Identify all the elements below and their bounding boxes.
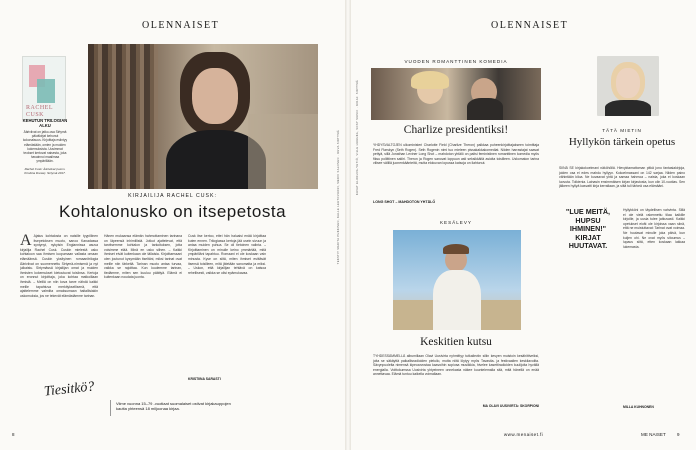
fantasy-column-2: Hyllykköni on täydellisen vahvinta. Sillä ei ole vielä rakennettu tilaa kaikille kirjoille, ja uusia tulee jatkuvasti. Kaikki opetukset eivät ole kirjoissa vaan siinä, että ne muistuttavat: Tarinat ovat voimaa. Ne huutavat minulle joka päivä, kun kuljen ohi. Ne ovat myös sitoumus – lupaus siitä, etten koskaan lakkaa lukemasta. [623, 208, 685, 249]
book-caption-title: KEHUTUN TRILOGIAN ALKU [22, 118, 68, 128]
section-header: OLENNAISET [142, 20, 220, 31]
album-kicker: KESÄLEVY [439, 220, 472, 225]
album-credit: MA OLAVI UUSIVIRTA: SKORPIONI [482, 404, 539, 408]
cover-author: RACHEL CUSK [26, 105, 53, 118]
columnist-shirt [605, 100, 651, 116]
did-you-know-text: Viime vuonna 15–79 -vuotiaat suomalaiset ostivat kirjakauppojen kautta yhteensä 18 miljoonaa kirjaa. [116, 401, 231, 412]
page-number-right: 9 [677, 432, 680, 437]
cover-art-teal [37, 79, 55, 103]
book-caption-body: Ääriviivat on jatko-osa Sirtymä päiväkirjat kehunut kokonaisuus. Kirjoittaja esiintyy elämästään, omien ja muiden kokemuksista. Uusimmat teokset kertovat naisesta, joka havainnoi maailmaa ympärillään. [22, 130, 68, 164]
did-you-know-signature: Tiesitkö? [43, 379, 96, 400]
author-portrait [88, 44, 318, 189]
face [192, 68, 238, 124]
singer-hair [443, 244, 469, 254]
fantasy-kicker: TÄTÄ MIETIN [602, 128, 642, 133]
book-caption-credit: Rachel Cusk: Ääriviivat (suom. Kristiina Drews). Sirtymä 2017. [24, 166, 66, 175]
drop-cap: A [20, 234, 32, 249]
comedy-credit: LONG SHOT – MAHDOTON YHTÄLÖ [373, 200, 436, 204]
pull-quote: "LUE MEITÄ, HUPSU IHMINEN!" KIRJAT HUUTAVAT. [565, 207, 611, 251]
right-page [351, 0, 696, 450]
column-1-text: Ajatus kohtalosta on naisille tyypillinen itsepetoksen muoto, sanoo Kanadassa syntynyt, nykyisin Englannissa asuva kirjailija Rachel Cusk. Cuskin mielestä usko kohtaloon saa ihmisen luopumaan vallasta omaan elämäänsä. Cuskin yksityinen romaanitrilogia Ääriviivat on suomennettu Sirtymä-nimisenä ja nyt julkaistu. Sirtymässä kirjailijan omat ja muiden ihmisten kokemukset kietoutuvat toisiinsa. Kertoja on eronnut kirjoittaja, joka kohtaa matkoillaan ihmisiä. – Meillä on niin kova tarve nähdä kaikki meille tapahtuva merkityksellisenä, että ajattelemme valmiita omaksumaan haitallisiakin uskomuksia, jos ne tekevät elämästämme tarinan. [20, 234, 98, 298]
column-1 [20, 234, 98, 394]
left-page [0, 0, 345, 450]
fantasy-body: SIINÄ SE kirjakokoelmani näköhöllä. Hievyktamattoman pitkä jono fantasiakirjoja, joiden osa ei edes mahdu hyllyyn. Kokoelmassani on 142 sarjaa. Niiden paino vähintään kiloa. Ne kuvaavat yhtä ja samaa hahmoa – naista, joka ei koskaan luovuta. Tolkienia. Lainasin ensimmäisen kirjan kirjastosta, kun olin 10-vuotias. Sen jälkeen hyllyä kasvatti kirja kerrallaan, ja siitä tuli tärkeä osa elämääni. [559, 166, 685, 189]
column-2: Hänen mukaansa elämän hahmottaminen tarinana on läpeensä inhimillistä. Jotkut ajattelevat, että tarvitsemme kohtalon ja tarkoituksen, jotta voisimme elää. Minä en usko siihen. – Kaikki ihmiset eivät kuitenkaan ole tällaisia. Kirjoittaessani olen joutunut kysymään itseltäni, miksi tarinat ovat meille niin tärkeitä. Tarinan muoto antaa turvaa, vaikka se rajoittaa. Kun kuulemme tarinan, tiedämme, miten sen kuuluu päättyä. Elämä ei kuitenkaan noudata juonta. [104, 234, 182, 280]
book-cover [22, 56, 66, 120]
bookshelf [88, 44, 158, 189]
columnist-portrait [597, 56, 659, 116]
side-credit: KUVAT ELOKUVA-YHTIÖ, VILLE HUUHKA, SONY MUSIC · KIRJA: SIRTYMÄ [356, 80, 359, 196]
actress-hair [411, 71, 449, 89]
photo-credit: TEKSTIT MARITA PUKKINEN, KALLE LEHTOVUORI, MERVI SALONEN · KUVA SIRTYMÄ [337, 130, 340, 265]
comedy-photo [371, 68, 541, 120]
columnist-face [616, 68, 640, 98]
fantasy-title: Hyllykön tärkein opetus [568, 136, 676, 148]
article-kicker: KIRJAILIJA RACHEL CUSK: [128, 193, 217, 199]
album-title: Keskitien kutsu [420, 336, 492, 348]
singer-shirt [433, 270, 481, 330]
comedy-title: Charlize presidentiksi! [403, 124, 509, 136]
article-headline: Kohtalonusko on itsepetosta [58, 202, 287, 221]
comedy-body: YHDYSVALTOJEN ulkoministeri Charlotte Field (Charlize Theron) palkkaa puheenkirjoittajakseen toimittaja Fred Flarskyn (Seth Rogen). Seth Rogenin nimi tuo mieleen pissakakkakomediat. Niiden harrastajat saavat pettyä, sillä Jonathan Leviner Long Shot – mahdoton yhtälö on paitsi feministinen romanttinen komedia myös fiksu poliittinen satiiri. Theron ja Rogen sanovat loppuun asti seksikkäitä asioita toisilleen. Uskomaton tarina vilisee välillä juonenkäänteitä, mutta elokuvan lopussa katsoja on ilahtunut. [373, 143, 539, 166]
column-3: Cusk itse kertoo, ettei hän haluaisi enää kirjoittaa kuten ennen. Trilogiassa kertoja jää usein sivuun ja antaa muiden puhua. Se oli tietoinen valinta. – Kirjoittaminen on minulle keino ymmärtää, mitä ympärilläni tapahtuu. Romaani ei ole koskaan vain minusta. Kyse on siitä, miten ihmiset esittävät itsensä toisilleen, mitä jätetään sanomatta ja miksi. – Uskon, että kirjailijan tehtävä on katsoa rehellisesti, vaikka se olisi epämukavaa. [188, 234, 266, 275]
album-body: TYHDESSÄMMELLÄ albumillaan Olavi Uusivirta nyhmittyy tutkaileviin siliin kesyen muistoin kesähittiveiksi, joita se säkäyttä paikallisradioiden pieluilo, mutta niitä löytyy myös Tavastia- ja festivaalien keskilavoilta. Sävynpuolelta nimensä kipeoarvostaa kaavoihin sopivaa musiikkia, hivelee kasettiradioiden kuulijoita hyvällä energialla. Voittokumssa Uusivirta yhtyeineen onnekasta näkee kuuntelemalla sitä, mitä hänellä on enää annettavaa. Elämä tuntuu kaikella voimallaan. [373, 354, 539, 377]
background-plant [248, 114, 318, 189]
article-author: KRISTIINA SARASTI [188, 377, 221, 381]
page-number-left: 8 [12, 432, 15, 437]
fantasy-credit: MILLA KUHNONEN [623, 405, 654, 409]
actor-shirt [467, 98, 503, 120]
brand-footer: ME NAISET [641, 432, 666, 437]
section-header: OLENNAISET [491, 20, 569, 31]
comedy-kicker: VUODEN ROMANTTINEN KOMEDIA [404, 59, 508, 64]
divider [110, 400, 111, 416]
album-photo [393, 230, 521, 330]
website-footer[interactable]: www.menaiset.fi [503, 432, 544, 437]
